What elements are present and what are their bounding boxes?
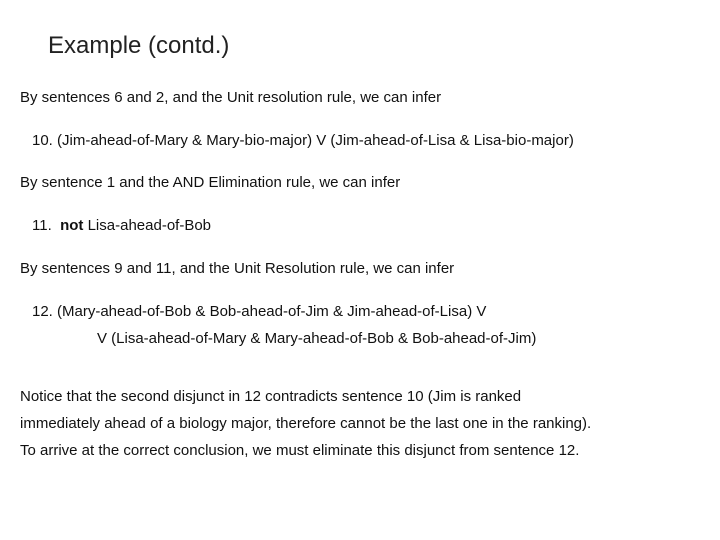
inference-intro-2: By sentence 1 and the AND Elimination rule, we can infer: [20, 174, 401, 191]
notice-line-1: Notice that the second disjunct in 12 contradicts sentence 10 (Jim is ranked: [20, 388, 522, 405]
sentence-12-part-2: V (Lisa-ahead-of-Mary & Mary-ahead-of-Bob & Bob-ahead-of-Jim): [97, 330, 537, 347]
sentence-12-part-1: 12. (Mary-ahead-of-Bob & Bob-ahead-of-Jim & Jim-ahead-of-Lisa) V: [32, 303, 487, 320]
sentence-11-number: 11.: [32, 217, 52, 234]
notice-paragraph: [20, 383, 710, 464]
sentence-10: 10. (Jim-ahead-of-Mary & Mary-bio-major) V (Jim-ahead-of-Lisa & Lisa-bio-major): [32, 132, 574, 149]
inference-intro-3: By sentences 9 and 11, and the Unit Resolution rule, we can infer: [20, 260, 455, 277]
inference-intro-1: By sentences 6 and 2, and the Unit resolution rule, we can infer: [20, 89, 442, 106]
sentence-11-body: Lisa-ahead-of-Bob: [87, 217, 212, 234]
slide-title: Example (contd.): [48, 32, 230, 59]
notice-line-3: To arrive at the correct conclusion, we must eliminate this disjunct from sentence 12.: [20, 442, 580, 459]
sentence-11: [32, 217, 211, 235]
sentence-11-not: not: [60, 217, 84, 234]
notice-line-2: immediately ahead of a biology major, therefore cannot be the last one in the ranking).: [20, 415, 592, 432]
